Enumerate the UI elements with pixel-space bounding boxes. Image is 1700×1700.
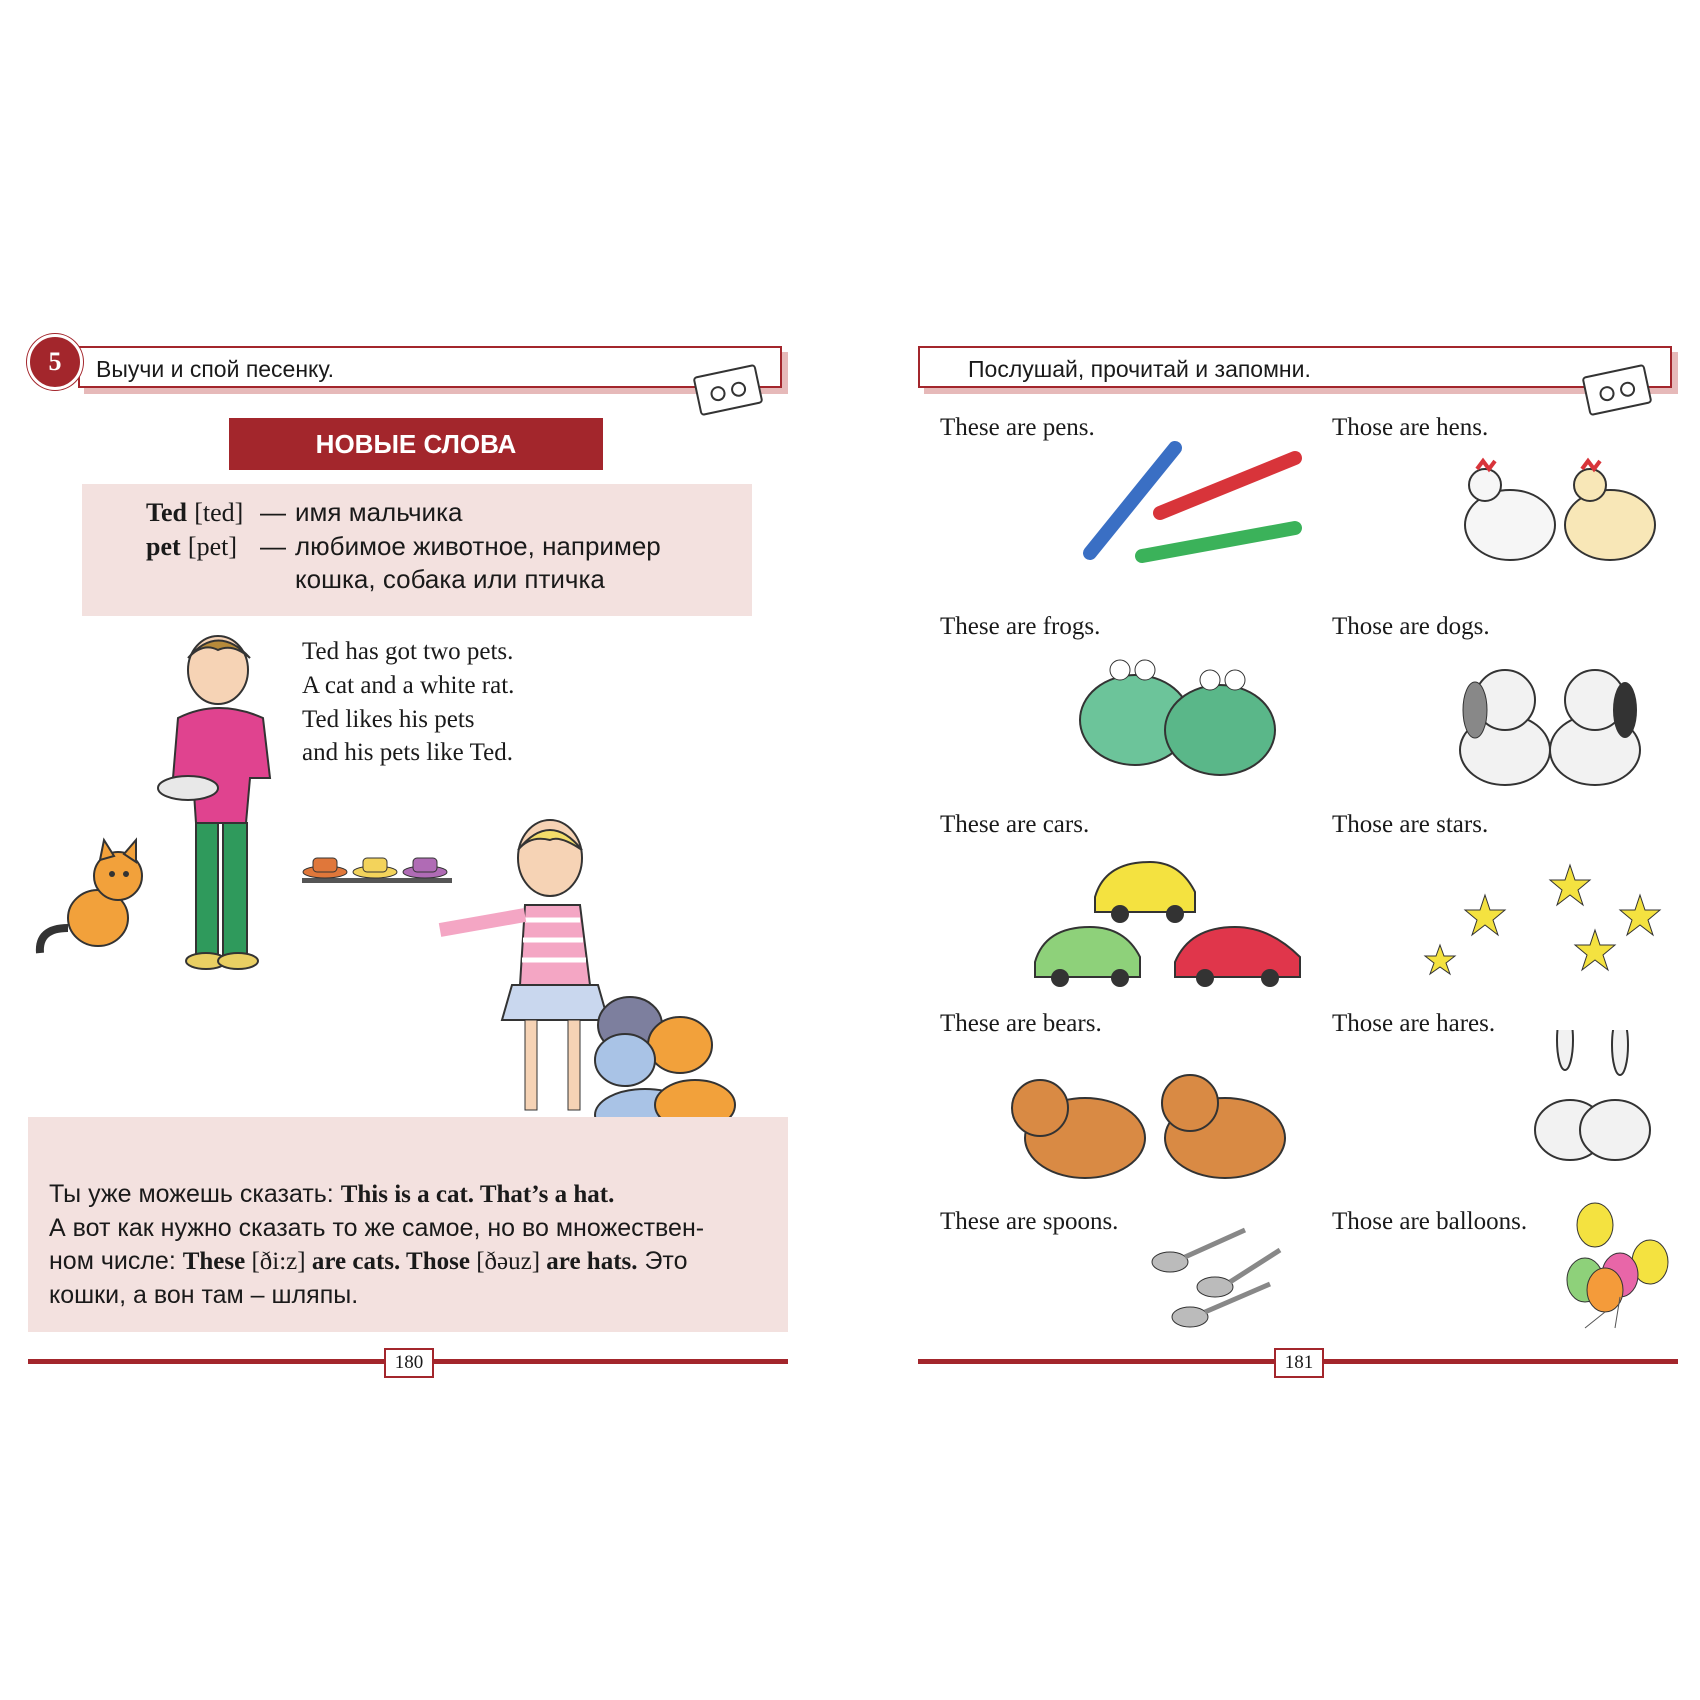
hares-icon <box>1520 1030 1670 1170</box>
dogs-icon <box>1430 650 1670 790</box>
these-caption: These are pens. <box>940 414 1095 441</box>
vocab-row-ted <box>146 497 243 528</box>
those-caption: Those are dogs. <box>1332 613 1490 640</box>
pens-icon <box>1080 438 1305 568</box>
stars-icon <box>1410 860 1670 980</box>
hens-icon <box>1455 455 1670 580</box>
bears-icon <box>1000 1068 1300 1183</box>
vocab-meaning: любимое животное, например <box>295 531 661 561</box>
note-example: are hats. <box>546 1248 638 1275</box>
these-caption: These are frogs. <box>940 613 1101 640</box>
grammar-note-line-1 <box>49 1180 614 1209</box>
instruction-text-right: Послушай, прочитай и запомни. <box>968 356 1311 382</box>
these-caption: These are spoons. <box>940 1208 1119 1235</box>
song-line: A cat and a white rat. <box>302 672 515 699</box>
instruction-text-left: Выучи и спой песенку. <box>96 356 334 382</box>
song-line: Ted has got two pets. <box>302 638 514 665</box>
vocab-row-pet <box>146 531 237 562</box>
grammar-note-line-2: А вот как нужно сказать то же самое, но во множествен- <box>49 1214 705 1242</box>
page-number-left: 180 <box>384 1348 434 1378</box>
vocab-dash: — <box>260 531 286 561</box>
boy-with-pets-illustration <box>28 628 278 973</box>
orange-cat-icon <box>40 840 142 953</box>
balloons-icon <box>1555 1200 1675 1330</box>
grammar-note-line-3 <box>49 1247 688 1276</box>
vocab-transcription: [pet] <box>187 532 237 561</box>
note-example: This is a cat. That’s a hat. <box>340 1181 615 1208</box>
vocab-transcription: [ted] <box>194 498 244 527</box>
girl-icon <box>440 820 608 1110</box>
new-words-title: НОВЫЕ СЛОВА <box>229 418 603 470</box>
note-example: are cats. Those <box>311 1248 470 1275</box>
those-caption: Those are balloons. <box>1332 1208 1528 1235</box>
vocab-dash: — <box>260 497 286 527</box>
vocab-meaning: имя мальчика <box>295 497 463 527</box>
note-text: ном числе: <box>49 1247 183 1275</box>
page-number-right: 181 <box>1274 1348 1324 1378</box>
vocab-meaning-continued: кошка, собака или птичка <box>295 564 605 594</box>
instruction-bar-left <box>78 346 782 388</box>
note-text: Это <box>637 1247 688 1275</box>
spoons-icon <box>1150 1222 1285 1332</box>
vocab-word: pet <box>146 532 181 561</box>
boy-ted-icon <box>158 636 270 969</box>
note-transcription: [ðəuz] <box>469 1248 547 1275</box>
note-example: These <box>182 1248 246 1275</box>
girl-with-cats-illustration <box>430 810 770 1150</box>
those-caption: Those are stars. <box>1332 811 1489 838</box>
grammar-note-line-4: кошки, а вон там – шляпы. <box>49 1281 359 1309</box>
note-text: Ты уже можешь сказать: <box>49 1180 341 1208</box>
these-caption: These are bears. <box>940 1010 1102 1037</box>
note-transcription: [ði:z] <box>245 1248 312 1275</box>
song-line: Ted likes his pets <box>302 706 475 733</box>
those-caption: Those are hens. <box>1332 414 1489 441</box>
cars-icon <box>1030 852 1305 992</box>
exercise-number-badge: 5 <box>27 334 83 390</box>
these-caption: These are cars. <box>940 811 1090 838</box>
frogs-icon <box>1060 655 1300 785</box>
vocab-word: Ted <box>146 498 187 527</box>
those-caption: Those are hares. <box>1332 1010 1496 1037</box>
instruction-bar-right <box>918 346 1672 388</box>
song-line: and his pets like Ted. <box>302 739 513 766</box>
